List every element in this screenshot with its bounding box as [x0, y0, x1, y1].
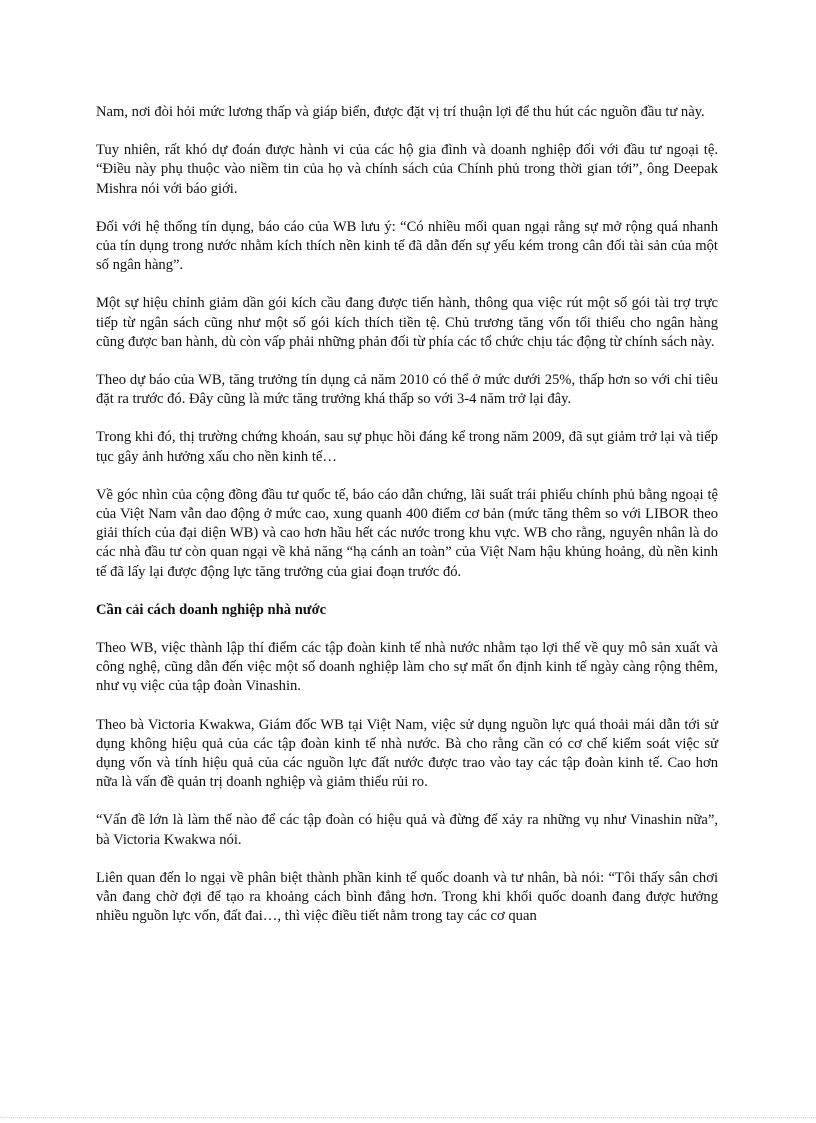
paragraph: Theo dự báo của WB, tăng trưởng tín dụng cả năm 2010 có thể ở mức dưới 25%, thấp hơn so với chỉ tiêu đặt ra trước đó. Đây cũng là mức tăng trưởng khá thấp so với 3-4 năm trở lại đây. [96, 372, 718, 408]
document-body [96, 103, 718, 946]
paragraph: Về góc nhìn của cộng đồng đầu tư quốc tế, báo cáo dẫn chứng, lãi suất trái phiếu chính phủ bằng ngoại tệ của Việt Nam vẫn dao động ở mức cao, xung quanh 400 điểm cơ bản (mức tăng thêm so với LIBOR theo giải thích của đại diện WB) và cao hơn hầu hết các nước trong khu vực. WB cho rằng, nguyên nhân là do các nhà đầu tư còn quan ngại về khả năng “hạ cánh an toàn” của Việt Nam hậu khủng hoảng, dù nền kinh tế đã lấy lại được động lực tăng trưởng của giai đoạn trước đó. [96, 486, 718, 580]
paragraph: Một sự hiệu chỉnh giảm dần gói kích cầu đang được tiến hành, thông qua việc rút một số gói tài trợ trực tiếp từ ngân sách cũng như một số gói kích thích tiền tệ. Chủ trương tăng vốn tối thiểu cho ngân hàng cũng được ban hành, dù còn vấp phải những phản đối từ phía các tổ chức chịu tác động từ chính sách này. [96, 295, 718, 350]
paragraph: Trong khi đó, thị trường chứng khoán, sau sự phục hồi đáng kể trong năm 2009, đã sụt giảm trở lại và tiếp tục gây ảnh hưởng xấu cho nền kinh tế… [96, 429, 718, 465]
section-heading: Cần cải cách doanh nghiệp nhà nước [96, 601, 327, 618]
paragraph: Liên quan đến lo ngại về phân biệt thành phần kinh tế quốc doanh và tư nhân, bà nói: “Tôi thấy sân chơi vẫn đang chờ đợi để tạo ra khoảng cách bình đẳng hơn. Trong khi khối quốc doanh đang được hưởng nhiều nguồn lực vốn, đất đai…, thì việc điều tiết nằm trong tay các cơ quan [96, 869, 718, 925]
paragraph: Theo bà Victoria Kwakwa, Giám đốc WB tại Việt Nam, việc sử dụng nguồn lực quá thoải mái dẫn tới sử dụng không hiệu quả của các tập đoàn kinh tế nhà nước. Bà cho rằng cần có cơ chế kiểm soát việc sử dụng vốn và tính hiệu quả của các nguồn lực đất nước được trao vào tay các tập đoàn kinh tế. Cao hơn nữa là vấn đề quản trị doanh nghiệp và giảm thiểu rủi ro. [96, 716, 718, 791]
paragraph: Đối với hệ thống tín dụng, báo cáo của WB lưu ý: “Có nhiều mối quan ngại rằng sự mở rộng quá nhanh của tín dụng trong nước nhằm kích thích nền kinh tế đã dẫn đến sự yếu kém trong cân đối tài sản của một số ngân hàng”. [96, 218, 718, 274]
paragraph: Theo WB, việc thành lập thí điểm các tập đoàn kinh tế nhà nước nhằm tạo lợi thế về quy mô sản xuất và công nghệ, cũng dẫn đến việc một số doanh nghiệp làm cho sự mất ổn định kinh tế ngày càng rộng thêm, như vụ việc của tập đoàn Vinashin. [96, 640, 718, 695]
paragraph: Nam, nơi đòi hỏi mức lương thấp và giáp biển, được đặt vị trí thuận lợi để thu hút các nguồn đầu tư này. [96, 104, 705, 120]
paragraph: Tuy nhiên, rất khó dự đoán được hành vi của các hộ gia đình và doanh nghiệp đối với đầu tư ngoại tệ. “Điều này phụ thuộc vào niềm tin của họ và chính sách của Chính phủ trong thời gian tới”, ông Deepak Mishra nói với báo giới. [96, 142, 718, 197]
page-bottom-divider [0, 1117, 816, 1118]
paragraph: “Vấn đề lớn là làm thế nào để các tập đoàn có hiệu quả và đừng để xảy ra những vụ như Vinashin nữa”, bà Victoria Kwakwa nói. [96, 812, 718, 848]
